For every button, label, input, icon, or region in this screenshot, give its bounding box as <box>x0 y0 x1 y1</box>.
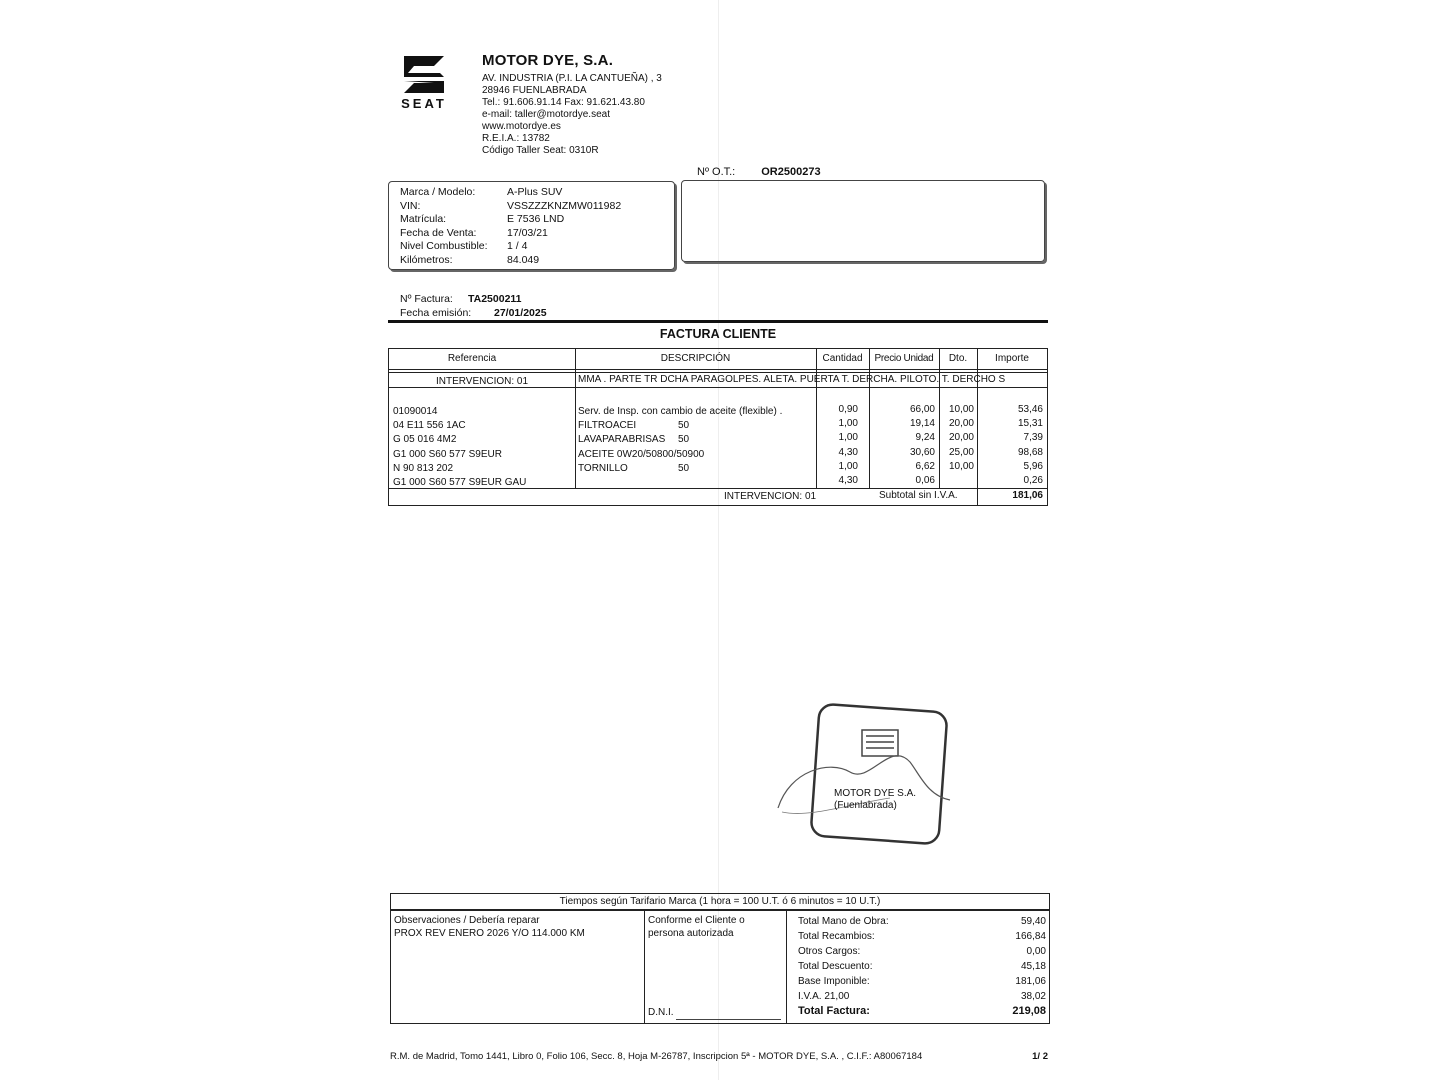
vehicle-value: 17/03/21 <box>507 226 548 239</box>
total-label: Total Mano de Obra: <box>798 916 889 927</box>
stamp-graphic <box>770 700 970 850</box>
summary-divider <box>644 911 645 1023</box>
line-desc <box>578 405 782 419</box>
vehicle-row <box>400 200 621 214</box>
stamp-line: (Fuenlabrada) <box>834 800 897 811</box>
observations-text: PROX REV ENERO 2026 Y/O 114.000 KM <box>394 928 585 939</box>
line-desc <box>578 419 782 433</box>
price-column <box>869 403 935 488</box>
line-qty: 1,00 <box>838 418 858 430</box>
invoice-date-label: Fecha emisión: <box>400 307 472 319</box>
total-label: I.V.A. 21,00 <box>798 991 850 1002</box>
subtotal-intervention: INTERVENCION: 01 <box>724 491 817 502</box>
qty-column <box>816 403 858 488</box>
line-desc <box>578 448 782 462</box>
vehicle-details <box>400 186 621 267</box>
line-ref: 01090014 <box>393 406 438 417</box>
description-column <box>578 405 782 490</box>
line-amount: 5,96 <box>1023 460 1043 472</box>
line-dto: 10,00 <box>948 460 974 472</box>
address-line: 28946 FUENLABRADA <box>482 85 587 96</box>
invoice-number-label: Nº Factura: <box>400 293 453 305</box>
footer <box>390 1051 1048 1062</box>
address-line: Tel.: 91.606.91.14 Fax: 91.621.43.80 <box>482 97 645 108</box>
line-dto: 10,00 <box>948 404 974 415</box>
vehicle-value: VSSZZZKNZMW011982 <box>507 199 622 212</box>
line-price: 30,60 <box>909 446 935 458</box>
summary-divider <box>786 911 787 1023</box>
total-invoice-row <box>798 1004 1046 1019</box>
observations <box>394 914 585 940</box>
total-label: Otros Cargos: <box>798 946 861 957</box>
total-row <box>798 914 1046 929</box>
total-row <box>798 974 1046 989</box>
vehicle-row <box>400 213 621 227</box>
total-label: Total Factura: <box>798 1005 870 1017</box>
subtotal-value: 181,06 <box>1012 490 1043 501</box>
vehicle-value: 84.049 <box>507 253 540 266</box>
intervention-label: INTERVENCION: 01 <box>435 376 529 387</box>
address-line: Código Taller Seat: 0310R <box>482 145 599 156</box>
col-header-desc: DESCRIPCIÓN <box>660 353 731 364</box>
line-amount: 7,39 <box>1023 432 1043 444</box>
total-value: 45,18 <box>1020 961 1046 972</box>
line-desc <box>578 462 782 476</box>
line-qty: 1,00 <box>838 460 858 472</box>
title-rule <box>388 320 1048 323</box>
intervention-description: MMA . PARTE TR DCHA PARAGOLPES. ALETA. PUERTA T. DERCHA. PILOTO. T. DERCHO S <box>578 374 1006 385</box>
line-dto: 25,00 <box>948 446 974 458</box>
address-line: www.motordye.es <box>482 121 561 132</box>
line-ref: G 05 016 4M2 <box>393 434 457 446</box>
stamp-line: MOTOR DYE S.A. <box>834 788 917 799</box>
line-amount: 15,31 <box>1017 418 1043 430</box>
amount-column <box>977 403 1043 488</box>
dni-label: D.N.I. <box>648 1007 674 1018</box>
vehicle-row <box>400 254 621 268</box>
total-value: 59,40 <box>1020 916 1046 927</box>
line-price: 19,14 <box>909 418 935 430</box>
col-header-ref: Referencia <box>447 353 497 364</box>
line-desc-note: 50 <box>678 462 690 474</box>
vehicle-row <box>400 227 621 241</box>
document-title: FACTURA CLIENTE <box>659 327 777 341</box>
total-value: 166,84 <box>1015 931 1046 942</box>
col-divider <box>575 349 576 488</box>
table-rule <box>389 372 1047 373</box>
line-dto: 20,00 <box>948 418 974 430</box>
vehicle-row <box>400 240 621 254</box>
table-rule <box>389 369 1047 370</box>
ref-column <box>393 405 526 490</box>
line-price: 6,62 <box>915 460 935 472</box>
ot-number <box>697 166 821 178</box>
line-ref: G1 000 S60 577 S9EUR GAU <box>393 477 527 489</box>
items-table <box>388 348 1048 506</box>
total-row <box>798 989 1046 1004</box>
table-rule <box>389 387 1047 388</box>
total-row <box>798 944 1046 959</box>
line-desc-note: 50 <box>678 420 690 432</box>
customer-conformity: Conforme el Cliente o persona autorizada <box>648 915 745 939</box>
line-desc-text: ACEITE 0W20/50800/50900 <box>578 448 705 460</box>
line-ref: G1 000 S60 577 S9EUR <box>393 448 502 460</box>
company-name: MOTOR DYE, S.A. <box>482 52 614 69</box>
totals-panel <box>798 914 1046 1019</box>
vehicle-label: Matrícula: <box>400 213 447 225</box>
summary-box <box>390 910 1050 1024</box>
col-header-qty: Cantidad <box>822 353 863 364</box>
line-desc-text: Serv. de Insp. con cambio de aceite (flexible) . <box>578 406 783 417</box>
stamp-text <box>834 788 916 812</box>
total-value: 219,08 <box>1012 1005 1046 1017</box>
total-value: 0,00 <box>1026 946 1046 957</box>
discount-column <box>939 403 974 488</box>
vehicle-row <box>400 186 621 200</box>
address-line: e-mail: taller@motordye.seat <box>482 109 610 120</box>
line-desc-text: TORNILLO <box>578 462 628 474</box>
total-label: Total Descuento: <box>798 961 873 972</box>
line-amount: 53,46 <box>1017 404 1043 415</box>
vehicle-label: Marca / Modelo: <box>400 186 476 198</box>
address-line: R.E.I.A.: 13782 <box>482 133 550 144</box>
observations-label: Observaciones / Debería reparar <box>394 915 540 926</box>
line-price: 66,00 <box>909 404 935 415</box>
line-ref: N 90 813 202 <box>393 462 454 474</box>
company-address <box>482 73 662 157</box>
page-number: 1/ 2 <box>1032 1051 1048 1062</box>
total-value: 38,02 <box>1020 991 1046 1002</box>
col-header-price: Precio Unidad <box>874 353 934 364</box>
seat-logo <box>388 52 460 112</box>
total-row <box>798 959 1046 974</box>
total-label: Base Imponible: <box>798 976 870 987</box>
col-header-amount: Importe <box>995 353 1029 364</box>
total-row <box>798 929 1046 944</box>
invoice-number-row <box>400 292 547 306</box>
vehicle-label: Kilómetros: <box>400 253 453 266</box>
line-price: 9,24 <box>915 432 935 444</box>
line-desc-text: FILTROACEI <box>578 420 637 432</box>
invoice-number: TA2500211 <box>468 293 522 305</box>
col-header-dto: Dto. <box>948 353 968 364</box>
tiempos-banner: Tiempos según Tarifario Marca (1 hora = 100 U.T. ó 6 minutos = 10 U.T.) <box>390 893 1050 910</box>
ot-label: Nº O.T.: <box>697 166 736 178</box>
invoice-date: 27/01/2025 <box>494 307 547 319</box>
brand-text: SEAT <box>401 96 447 111</box>
vehicle-label: Fecha de Venta: <box>400 226 477 239</box>
invoice-info <box>400 292 547 320</box>
invoice-date-row <box>400 306 547 320</box>
line-price: 0,06 <box>915 475 935 487</box>
dni-signature-line <box>676 1019 781 1020</box>
line-amount: 0,26 <box>1023 475 1043 487</box>
subtotal-label: Subtotal sin I.V.A. <box>879 490 958 501</box>
line-dto: 20,00 <box>948 432 974 444</box>
vehicle-value: 1 / 4 <box>507 240 528 252</box>
line-desc <box>578 433 782 447</box>
line-desc-text: LAVAPARABRISAS <box>578 434 666 446</box>
line-qty: 4,30 <box>838 446 858 458</box>
address-line: AV. INDUSTRIA (P.I. LA CANTUEÑA) , 3 <box>482 73 662 84</box>
ot-value: OR2500273 <box>761 166 821 178</box>
line-qty: 0,90 <box>838 404 858 415</box>
company-stamp <box>770 700 970 850</box>
line-qty: 4,30 <box>838 475 858 487</box>
total-label: Total Recambios: <box>798 931 875 942</box>
vehicle-label: Nivel Combustible: <box>400 240 488 252</box>
total-value: 181,06 <box>1015 976 1046 987</box>
vehicle-value: E 7536 LND <box>507 213 565 225</box>
vehicle-value: A-Plus SUV <box>507 186 563 198</box>
line-amount: 98,68 <box>1017 446 1043 458</box>
customer-box <box>681 180 1045 262</box>
footer-legal: R.M. de Madrid, Tomo 1441, Libro 0, Folio 106, Secc. 8, Hoja M-26787, Inscripcion 5ª - MOTOR DYE, S.A. , C.I.F.: A80067184 <box>390 1051 923 1062</box>
col-divider <box>977 488 978 505</box>
line-ref: 04 E11 556 1AC <box>393 420 466 432</box>
vehicle-label: VIN: <box>400 199 421 212</box>
line-qty: 1,00 <box>838 432 858 444</box>
line-desc-note: 50 <box>678 434 690 446</box>
line-dto <box>939 474 974 488</box>
line-desc <box>578 476 782 490</box>
